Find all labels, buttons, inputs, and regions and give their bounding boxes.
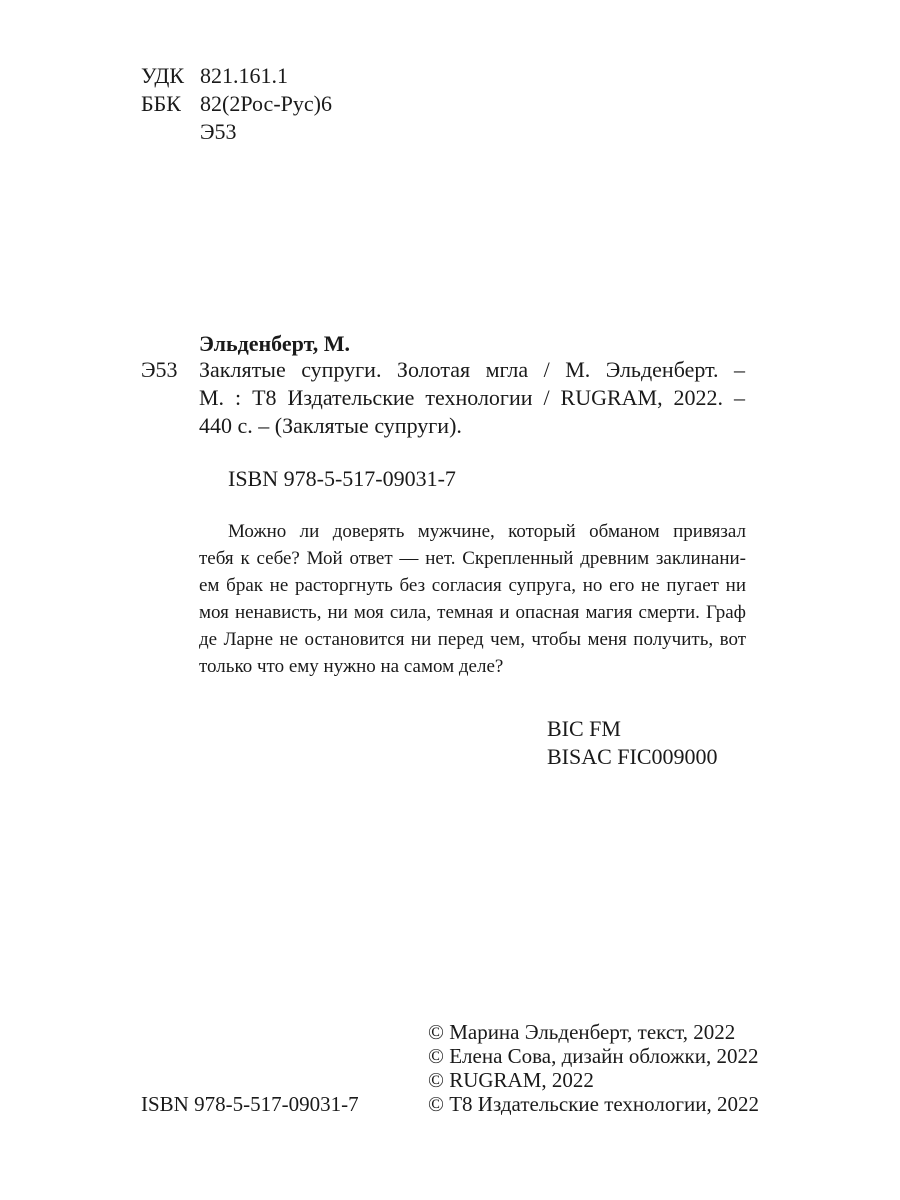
author-sign-value: Э53	[200, 119, 237, 144]
author-sign: Э53	[141, 357, 178, 382]
annotation-line: де Ларне не остановится ни перед чем, чтобы меня получить, вот	[199, 629, 746, 650]
bib-line: Заклятые супруги. Золотая мгла / М. Эльденберт. –	[199, 357, 745, 382]
bisac-code: BISAC FIC009000	[547, 744, 718, 769]
copyright-line: © Марина Эльденберт, текст, 2022	[428, 1020, 736, 1044]
copyright-line: © Елена Сова, дизайн обложки, 2022	[428, 1044, 759, 1068]
bib-line: 440 с. – (Заклятые супруги).	[199, 413, 462, 438]
annotation-line: тебя к себе? Мой ответ — нет. Скрепленный древним заклинани-	[199, 548, 746, 569]
bic-code: BIC FM	[547, 716, 621, 741]
annotation-line: моя ненависть, ни моя сила, темная и опасная магия смерти. Граф	[199, 602, 746, 623]
copyright-line: © Т8 Издательские технологии, 2022	[428, 1092, 759, 1116]
annotation-line: ем брак не расторгнуть без согласия супруга, но его не пугает ни	[199, 575, 746, 596]
udk-value: 821.161.1	[200, 63, 288, 88]
annotation-line: Можно ли доверять мужчине, который обманом привязал	[228, 521, 746, 542]
bbk-value: 82(2Рос-Рус)6	[200, 91, 332, 116]
bib-line: М. : Т8 Издательские технологии / RUGRAM, 2022. –	[199, 385, 745, 410]
annotation-line: только что ему нужно на самом деле?	[199, 656, 504, 677]
udk-label: УДК	[141, 63, 185, 88]
copyright-line: © RUGRAM, 2022	[428, 1068, 594, 1092]
bbk-label: ББК	[141, 91, 181, 116]
isbn-bottom: ISBN 978-5-517-09031-7	[141, 1092, 359, 1116]
author-heading: Эльденберт, М.	[199, 331, 351, 356]
isbn-main: ISBN 978-5-517-09031-7	[228, 466, 456, 491]
